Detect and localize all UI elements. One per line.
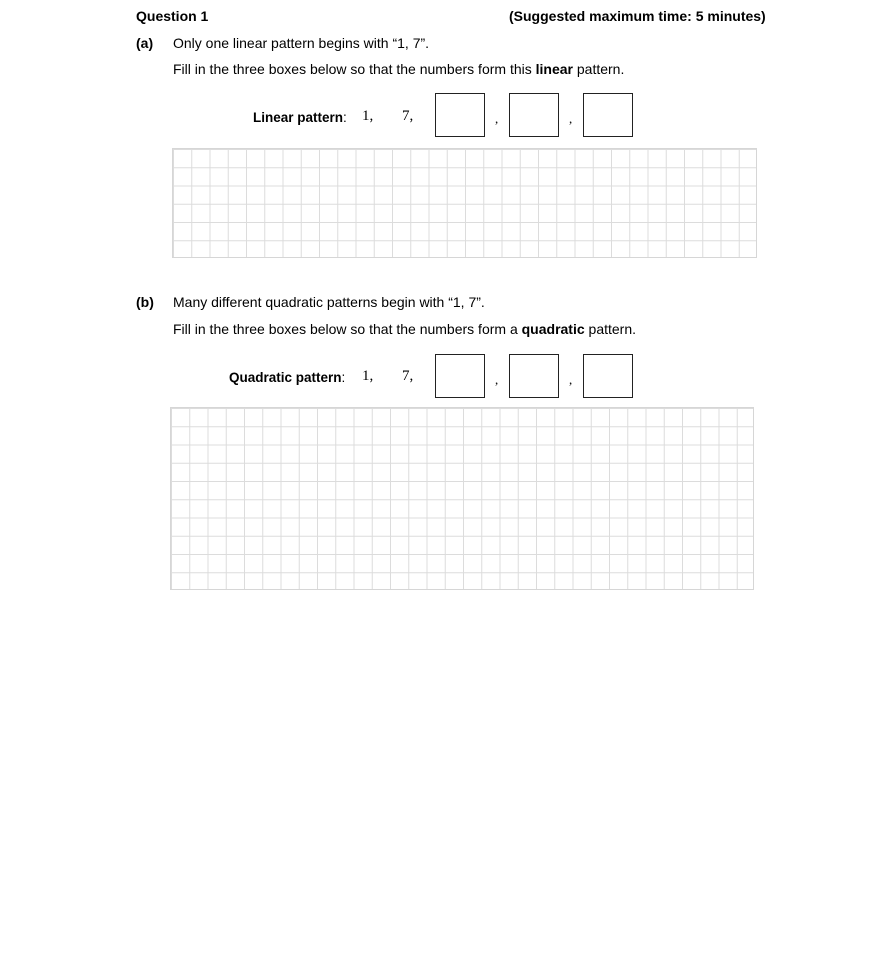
working-grid-part-b[interactable]	[170, 407, 754, 590]
quadratic-answer-box-2[interactable]	[509, 354, 559, 398]
part-a-task-text-before: Fill in the three boxes below so that the numbers form this	[173, 61, 536, 77]
part-a-task-emphasis: linear	[535, 61, 573, 77]
quadratic-separator-1: ,	[495, 372, 499, 387]
linear-separator-1: ,	[495, 111, 499, 126]
suggested-time-note: (Suggested maximum time: 5 minutes)	[509, 8, 766, 24]
linear-pattern-label	[253, 109, 347, 127]
linear-answer-box-2[interactable]	[509, 93, 559, 137]
quadratic-answer-box-3[interactable]	[583, 354, 633, 398]
quadratic-pattern-label	[229, 369, 345, 387]
part-b-instruction: Many different quadratic patterns begin with “1, 7”.	[173, 294, 485, 310]
part-a-task-text-after: pattern.	[572, 61, 625, 77]
part-a-label: (a)	[136, 35, 154, 51]
quadratic-first-value: 1,	[362, 368, 374, 384]
linear-separator-2: ,	[569, 111, 573, 126]
quadratic-pattern-label-text: Quadratic pattern	[229, 370, 342, 385]
linear-second-value: 7,	[402, 108, 414, 124]
linear-answer-box-1[interactable]	[435, 93, 485, 137]
quadratic-answer-box-1[interactable]	[435, 354, 485, 398]
part-b-task-emphasis: quadratic	[521, 321, 585, 337]
linear-pattern-colon: :	[343, 110, 347, 125]
quadratic-second-value: 7,	[402, 368, 414, 384]
question-title: Question 1	[136, 8, 209, 24]
part-b-label: (b)	[136, 294, 154, 310]
part-b-task	[173, 321, 636, 337]
quadratic-separator-2: ,	[569, 372, 573, 387]
quadratic-pattern-colon: :	[341, 370, 346, 385]
working-grid-part-a[interactable]	[172, 148, 757, 258]
part-a-instruction: Only one linear pattern begins with “1, 7”.	[173, 35, 430, 51]
part-b-task-text-before: Fill in the three boxes below so that the numbers form a	[173, 321, 522, 337]
linear-answer-box-3[interactable]	[583, 93, 633, 137]
linear-pattern-label-text: Linear pattern	[253, 110, 344, 125]
linear-first-value: 1,	[362, 108, 374, 124]
part-b-task-text-after: pattern.	[584, 321, 637, 337]
part-a-task	[173, 61, 624, 77]
